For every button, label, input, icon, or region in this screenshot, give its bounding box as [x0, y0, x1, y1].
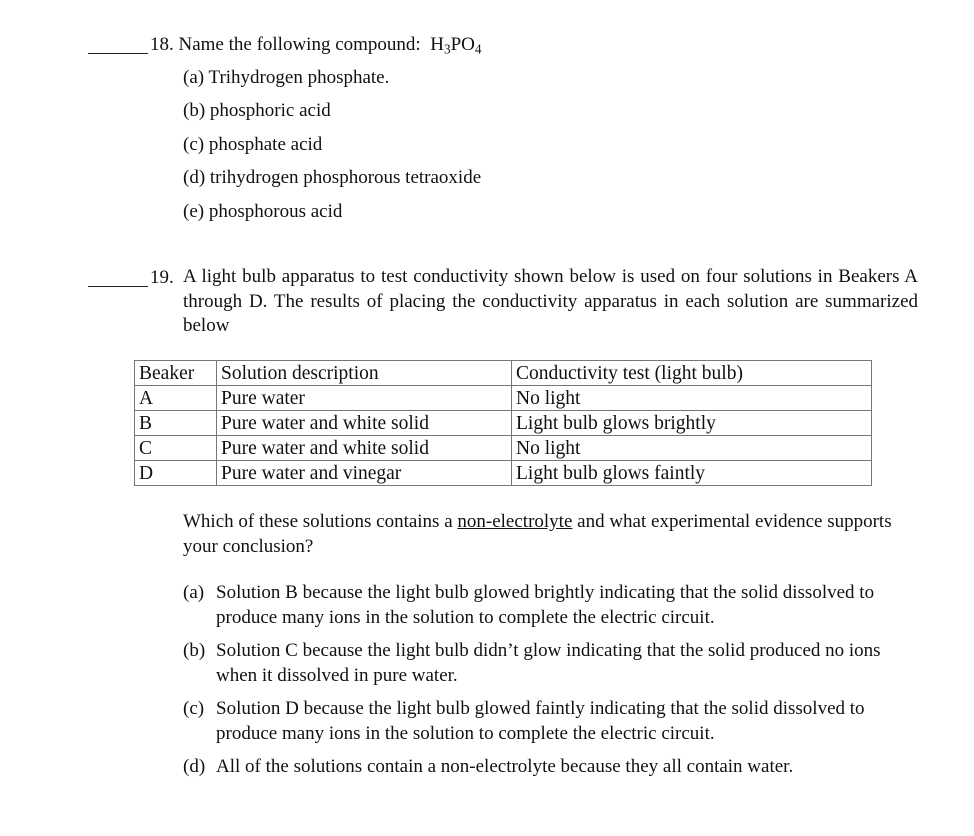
prompt-text: Which of these solutions contains a: [183, 511, 453, 532]
q18-option-c[interactable]: [183, 133, 322, 157]
option-label: (a): [183, 67, 205, 88]
table-cell: Pure water and vinegar: [217, 461, 512, 486]
table-cell: Light bulb glows faintly: [512, 461, 872, 486]
question-18-number: 18.: [150, 34, 174, 55]
option-text: phosphate acid: [208, 134, 323, 155]
q19-option-a[interactable]: [183, 581, 895, 630]
q18-option-d[interactable]: [183, 166, 481, 190]
table-row: [135, 436, 872, 461]
table-cell: No light: [512, 386, 872, 411]
q19-option-d[interactable]: [183, 755, 903, 780]
non-electrolyte-term: non-electrolyte: [457, 511, 573, 532]
question-19-number: 19.: [150, 267, 174, 288]
option-label: (e): [183, 201, 205, 222]
option-label: (d): [183, 756, 206, 777]
table-cell: No light: [512, 436, 872, 461]
option-label: (c): [183, 698, 205, 719]
q18-option-b[interactable]: [183, 99, 331, 123]
q18-option-a[interactable]: [183, 66, 389, 90]
option-label: (b): [183, 640, 206, 661]
table-cell: Pure water and white solid: [217, 411, 512, 436]
q18-option-e[interactable]: [183, 200, 342, 224]
question-18-prompt: Name the following compound:: [178, 34, 421, 55]
option-label: (d): [183, 167, 206, 188]
option-label: (b): [183, 100, 206, 121]
option-label: (c): [183, 134, 205, 155]
table-header-cell: Beaker: [135, 361, 217, 386]
question-19-prompt: [183, 510, 908, 559]
table-header-row: [135, 361, 872, 386]
option-text: trihydrogen phosphorous tetraoxide: [209, 167, 482, 188]
option-text: All of the solutions contain a non-electrolyte because they all contain water.: [216, 756, 794, 777]
table-cell: A: [135, 386, 217, 411]
table-cell: C: [135, 436, 217, 461]
option-label: (a): [183, 582, 205, 603]
table-cell: Pure water: [217, 386, 512, 411]
q19-option-b[interactable]: [183, 639, 898, 688]
conductivity-table: [134, 360, 872, 486]
option-text: phosphoric acid: [209, 100, 331, 121]
option-text: Trihydrogen phosphate.: [208, 67, 390, 88]
q19-option-c[interactable]: [183, 697, 895, 746]
table-cell: D: [135, 461, 217, 486]
prompt-text: and what experimental evidence supports your conclusion?: [183, 511, 892, 557]
table-cell: Pure water and white solid: [217, 436, 512, 461]
chemical-formula: $H_3PO_4$: [430, 34, 482, 57]
question-19-intro: A light bulb apparatus to test conductivity shown below is used on four solutions in Beakers A through D. The results of placing the conductivity apparatus in each solution are summarized below: [183, 266, 918, 336]
table-header-cell: Conductivity test (light bulb): [512, 361, 872, 386]
option-text: Solution C because the light bulb didn’t glow indicating that the solid produced no ions when it dissolved in pure water.: [216, 640, 881, 686]
option-text: Solution D because the light bulb glowed faintly indicating that the solid dissolved to produce many ions in the solution to complete the electric circuit.: [216, 698, 865, 744]
question-18: [150, 33, 482, 57]
table-row: [135, 411, 872, 436]
option-text: Solution B because the light bulb glowed brightly indicating that the solid dissolved to produce many ions in the solution to complete the electric circuit.: [216, 582, 875, 628]
table-cell: Light bulb glows brightly: [512, 411, 872, 436]
table-row: [135, 386, 872, 411]
table-header-cell: Solution description: [217, 361, 512, 386]
answer-blank-18[interactable]: [88, 53, 148, 54]
answer-blank-19[interactable]: [88, 286, 148, 287]
table-row: [135, 461, 872, 486]
option-text: phosphorous acid: [208, 201, 343, 222]
table-cell: B: [135, 411, 217, 436]
